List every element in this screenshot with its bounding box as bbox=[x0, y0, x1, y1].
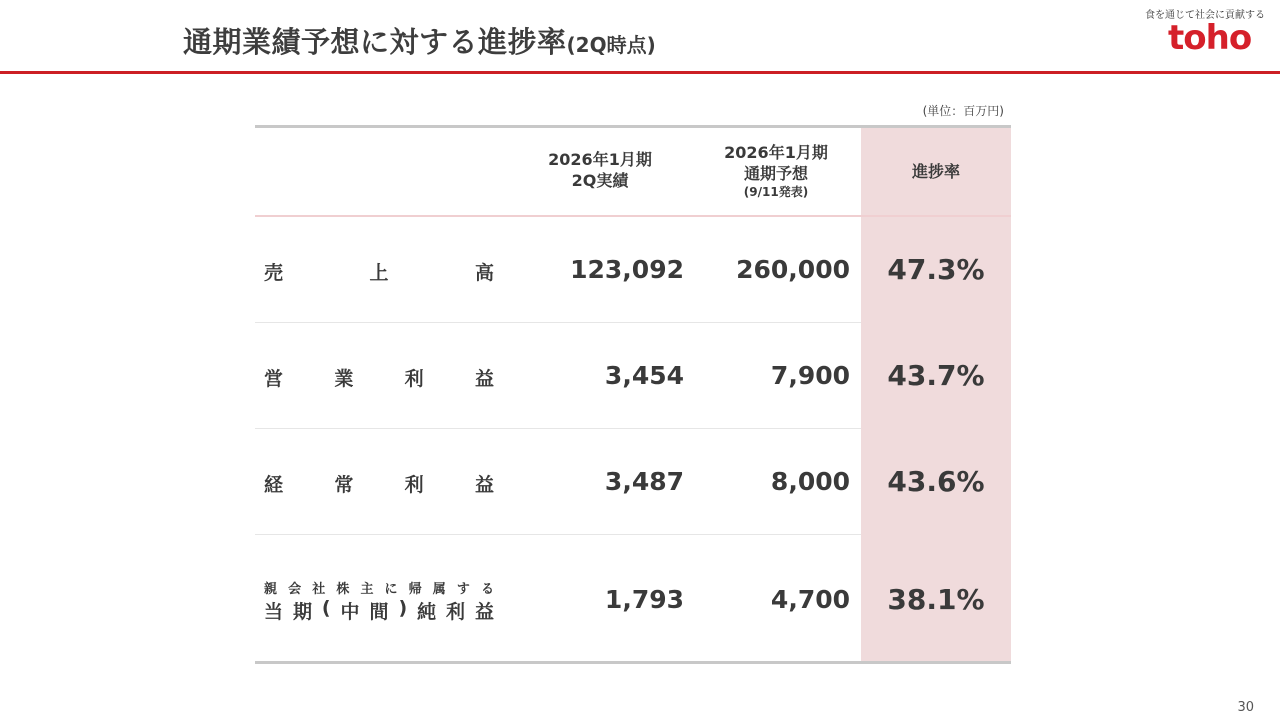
row-divider bbox=[255, 534, 861, 535]
label-char: る bbox=[480, 582, 494, 597]
label-char: 株 bbox=[336, 582, 350, 597]
net-profit-progress-rate: 38.1% bbox=[887, 583, 985, 616]
label-char: 上 bbox=[369, 262, 389, 284]
net-sales-forecast: 260,000 bbox=[736, 255, 850, 284]
operating-profit-progress-rate: 43.7% bbox=[887, 359, 985, 392]
label-char: 常 bbox=[334, 474, 354, 496]
company-logo: toho bbox=[1168, 18, 1252, 58]
label-char: 帰 bbox=[408, 582, 422, 597]
label-char: 親 bbox=[264, 582, 278, 597]
title-suffix: (2Q時点) bbox=[566, 33, 656, 57]
row-divider bbox=[255, 428, 861, 429]
column-header-actual-period: 2026年1月期 bbox=[548, 150, 652, 169]
label-char: 当 bbox=[264, 601, 284, 623]
label-char: 社 bbox=[312, 582, 326, 597]
label-char: 利 bbox=[404, 474, 424, 496]
table-header-rule bbox=[255, 215, 1011, 217]
label-char: す bbox=[456, 582, 470, 597]
row-divider bbox=[255, 322, 861, 323]
page-number: 30 bbox=[1237, 700, 1254, 715]
label-char: 純 bbox=[417, 601, 437, 623]
column-header-forecast-label: 通期予想 bbox=[743, 164, 808, 183]
label-char: 益 bbox=[474, 368, 494, 390]
ordinary-profit-actual: 3,487 bbox=[604, 467, 684, 496]
column-header-progress: 進捗率 bbox=[911, 162, 960, 181]
table-top-rule bbox=[255, 125, 1011, 128]
label-char: ( bbox=[321, 597, 331, 619]
page-title bbox=[183, 20, 656, 61]
label-char: 高 bbox=[474, 262, 494, 284]
label-char: ) bbox=[398, 597, 408, 619]
label-char: 売 bbox=[264, 262, 284, 284]
label-char: 利 bbox=[446, 601, 466, 623]
label-char: 利 bbox=[404, 368, 424, 390]
label-char: 経 bbox=[264, 474, 284, 496]
column-header-forecast-date: (9/11発表) bbox=[743, 185, 809, 199]
title-main: 通期業績予想に対する進捗率 bbox=[183, 25, 567, 59]
label-char: 会 bbox=[288, 582, 302, 597]
column-header-forecast-period: 2026年1月期 bbox=[724, 143, 828, 162]
ordinary-profit-forecast: 8,000 bbox=[770, 467, 850, 496]
ordinary-profit-progress-rate: 43.6% bbox=[887, 465, 985, 498]
company-tagline: 食を通じて社会に貢献する bbox=[1145, 10, 1265, 21]
label-char: 益 bbox=[474, 601, 494, 623]
label-char: 間 bbox=[369, 601, 389, 623]
row-label-net-profit-line2 bbox=[264, 597, 494, 624]
title-divider bbox=[0, 71, 1280, 74]
net-sales-progress-rate: 47.3% bbox=[887, 253, 985, 286]
label-char: 属 bbox=[432, 582, 446, 597]
progress-column-highlight bbox=[861, 127, 1011, 662]
column-header-actual bbox=[520, 149, 680, 191]
column-header-forecast bbox=[696, 142, 856, 201]
label-char: 期 bbox=[292, 601, 312, 623]
label-char: 営 bbox=[264, 368, 284, 390]
row-label-net-sales bbox=[264, 258, 494, 285]
row-label-ordinary-profit bbox=[264, 470, 494, 497]
label-char: 業 bbox=[334, 368, 354, 390]
net-profit-actual: 1,793 bbox=[604, 585, 684, 614]
operating-profit-forecast: 7,900 bbox=[770, 361, 850, 390]
column-header-actual-label: 2Q実績 bbox=[571, 171, 629, 190]
row-label-net-profit-line1 bbox=[264, 578, 494, 597]
label-char: 中 bbox=[340, 601, 360, 623]
unit-note: (単位：百万円) bbox=[922, 104, 1004, 118]
table-bottom-rule bbox=[255, 661, 1011, 664]
net-sales-actual: 123,092 bbox=[570, 255, 684, 284]
label-char: 益 bbox=[474, 474, 494, 496]
label-char: 主 bbox=[360, 582, 374, 597]
label-char: に bbox=[384, 582, 398, 597]
row-label-operating-profit bbox=[264, 364, 494, 391]
net-profit-forecast: 4,700 bbox=[770, 585, 850, 614]
operating-profit-actual: 3,454 bbox=[604, 361, 684, 390]
